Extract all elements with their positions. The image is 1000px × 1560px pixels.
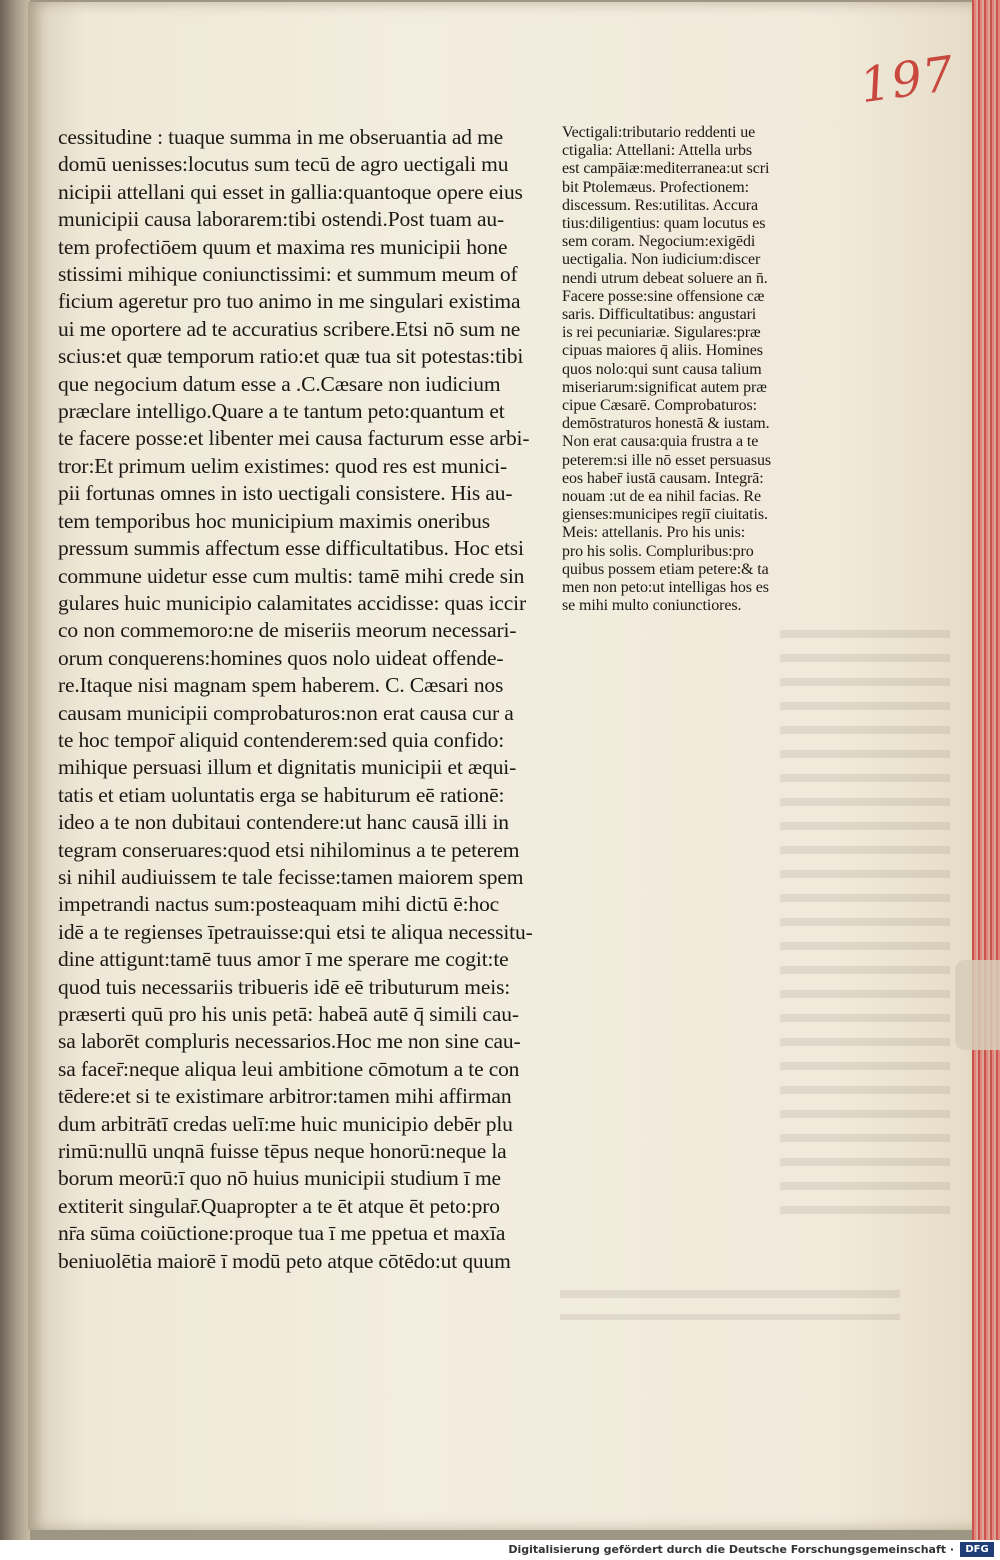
- commentary-line: uectigalia. Non iudicium:discer: [562, 251, 761, 269]
- main-text-line: idē a te regienses īpetrauisse:qui etsi te aliqua necessitu-: [58, 919, 533, 944]
- commentary-line: gienses:municipes regiī ciuitatis.: [562, 506, 768, 524]
- commentary-line: cipue Cæsarē. Comprobaturos:: [562, 397, 757, 415]
- commentary-line: nendi utrum debeat soluere an n̄.: [562, 269, 768, 287]
- commentary-line: ctigalia: Attellani: Attella urbs: [562, 142, 752, 160]
- book-binding: [0, 0, 30, 1540]
- main-text-line: domū uenisses:locutus sum tecū de agro uectigali mu: [58, 152, 509, 177]
- folio-number: 197: [856, 45, 959, 115]
- commentary-line: tius:diligentius: quam locutus es: [562, 215, 766, 233]
- commentary-line: Facere posse:sine offensione cæ: [562, 287, 765, 305]
- show-through-text: [780, 630, 950, 1230]
- main-text-line: impetrandi nactus sum:posteaquam mihi dictū ē:hoc: [58, 892, 500, 917]
- commentary-line: Non erat causa:quia frustra a te: [562, 433, 759, 451]
- commentary-line: Meis: attellanis. Pro his unis:: [562, 524, 746, 542]
- main-text-line: ideo a te non dubitaui contendere:ut hanc causā illi in: [58, 810, 509, 835]
- main-text-line: sa laborēt compluris necessarios.Hoc me non sine cau-: [58, 1029, 521, 1054]
- main-text-line: tatis et etiam uoluntatis erga se habiturum eē rationē:: [58, 782, 505, 807]
- main-text-line: ui me oportere ad te accuratius scribere.Etsi nō sum ne: [58, 316, 521, 341]
- commentary-line: peterem:si ille nō esset persuasus: [562, 451, 771, 469]
- page-edge-red: [972, 0, 1000, 1540]
- main-text-line: pii fortunas omnes in isto uectigali consistere. His au-: [58, 481, 513, 506]
- main-text-line: municipii causa laborarem:tibi ostendi.Post tuam au-: [58, 207, 504, 232]
- main-text-line: tegram conseruares:quod etsi nihilominus a te peterem: [58, 837, 520, 862]
- main-text-line: commune uidetur esse cum multis: tamē mihi crede sin: [58, 563, 525, 588]
- show-through-text-lower: [560, 1290, 900, 1320]
- main-text-line: nicipii attellani qui esset in gallia:quantoque opere eius: [58, 179, 523, 204]
- commentary-line: quibus possem etiam petere:& ta: [562, 560, 769, 578]
- main-text-line: ficium ageretur pro tuo animo in me singulari existima: [58, 289, 521, 314]
- main-text-line: dum arbitrātī credas uelī:me huic municipio debēr plu: [58, 1111, 513, 1136]
- commentary-line: discessum. Res:utilitas. Accura: [562, 196, 758, 214]
- main-text-line: beniuolētia maiorē ī modū peto atque cōtēdo:ut quum: [58, 1248, 511, 1273]
- commentary-line: nouam :ut de ea nihil facias. Re: [562, 488, 761, 506]
- main-text-line: causam municipii comprobaturos:non erat causa cur a: [58, 700, 514, 725]
- commentary-line: is rei pecuniariæ. Sigulares:præ: [562, 324, 761, 342]
- commentary-line: quos nolo:qui sunt causa talium: [562, 360, 762, 378]
- commentary-line: Vectigali:tributario reddenti ue: [562, 124, 756, 141]
- main-text-line: si nihil audiuissem te tale fecisse:tamen maiorem spem: [58, 864, 524, 889]
- dfg-logo: DFG: [960, 1542, 994, 1557]
- commentary-line: pro his solis. Compluribus:pro: [562, 542, 754, 560]
- main-text-line: mihique persuasi illum et dignitatis municipii et æqui-: [58, 755, 517, 780]
- commentary-line: sem coram. Negocium:exigēdi: [562, 233, 756, 251]
- commentary-line: cipuas maiores q̄ aliis. Homines: [562, 342, 763, 360]
- main-text-line: te hoc tempor̄ aliquid contenderem:sed quia confido:: [58, 727, 505, 752]
- main-text-line: tem profectiōem quum et maxima res municipii hone: [58, 234, 508, 259]
- main-text-line: dine attigunt:tamē tuus amor ī me sperare me cogit:te: [58, 947, 509, 972]
- main-text-line: scius:et quæ temporum ratio:et quæ tua sit potestas:tibi: [58, 344, 524, 369]
- main-text-line: rimū:nullū unqnā fuisse tēpus neque honorū:neque la: [58, 1139, 507, 1164]
- main-text-column: [58, 124, 548, 1275]
- main-text-line: nr̄a sūma coiūctione:proque tua ī me ppetua et maxīa: [58, 1221, 506, 1246]
- main-text-line: præclare intelligo.Quare a te tantum peto:quantum et: [58, 399, 505, 424]
- main-text-line: co non commemoro:ne de miseriis meorum necessari-: [58, 618, 517, 643]
- main-text-line: gulares huic municipio calamitates accidisse: quas iccir: [58, 590, 527, 615]
- main-text-line: que negocium datum esse a .C.Cæsare non iudicium: [58, 371, 501, 396]
- commentary-line: eos haber̄ iustā causam. Integrā:: [562, 469, 764, 487]
- commentary-line: demōstraturos honestā & iustam.: [562, 415, 770, 433]
- commentary-column: [562, 124, 842, 615]
- commentary-line: saris. Difficultatibus: angustari: [562, 306, 757, 324]
- footer-bar: [0, 1540, 1000, 1560]
- main-text-line: orum conquerens:homines quos nolo uideat offende-: [58, 645, 504, 670]
- commentary-line: bit Ptolemæus. Profectionem:: [562, 178, 749, 196]
- commentary-line: est campāiæ:mediterranea:ut scri: [562, 160, 770, 178]
- main-text-line: sa facer̄:neque aliqua leui ambitione cōmotum a te con: [58, 1056, 520, 1081]
- commentary-line: miseriarum:significat autem præ: [562, 378, 767, 396]
- commentary-line: se mihi multo coniunctiores.: [562, 597, 742, 615]
- page-tab-marker: [955, 960, 1000, 1050]
- main-text-line: te facere posse:et libenter mei causa facturum esse arbi-: [58, 426, 530, 451]
- main-text-line: cessitudine : tuaque summa in me obseruantia ad me: [58, 125, 504, 149]
- main-text-line: præserti quū pro his unis petā: habeā autē q̄ simili cau-: [58, 1002, 519, 1026]
- main-text-line: borum meorū:ī quo nō huius municipii studium ī me: [58, 1166, 501, 1191]
- main-text-line: stissimi mihique coniunctissimi: et summum meum of: [58, 262, 518, 287]
- footer-credit: Digitalisierung gefördert durch die Deutsche Forschungsgemeinschaft ·: [508, 1543, 954, 1556]
- main-text-line: tror:Et primum uelim existimes: quod res est munici-: [58, 453, 508, 478]
- main-text-line: tem temporibus hoc municipium maximis oneribus: [58, 508, 491, 533]
- main-text-line: extiterit singular̄.Quapropter a te ēt atque ēt peto:pro: [58, 1193, 500, 1218]
- main-text-line: quod tuis necessariis tribueris idē eē tributurum meis:: [58, 974, 511, 999]
- main-text-line: re.Itaque nisi magnam spem haberem. C. Cæsari nos: [58, 673, 504, 698]
- commentary-line: men non peto:ut intelligas hos es: [562, 579, 769, 597]
- main-text-line: tēdere:et si te existimare arbitror:tamen mihi affirman: [58, 1084, 512, 1109]
- main-text-line: pressum summis affectum esse difficultatibus. Hoc etsi: [58, 536, 524, 561]
